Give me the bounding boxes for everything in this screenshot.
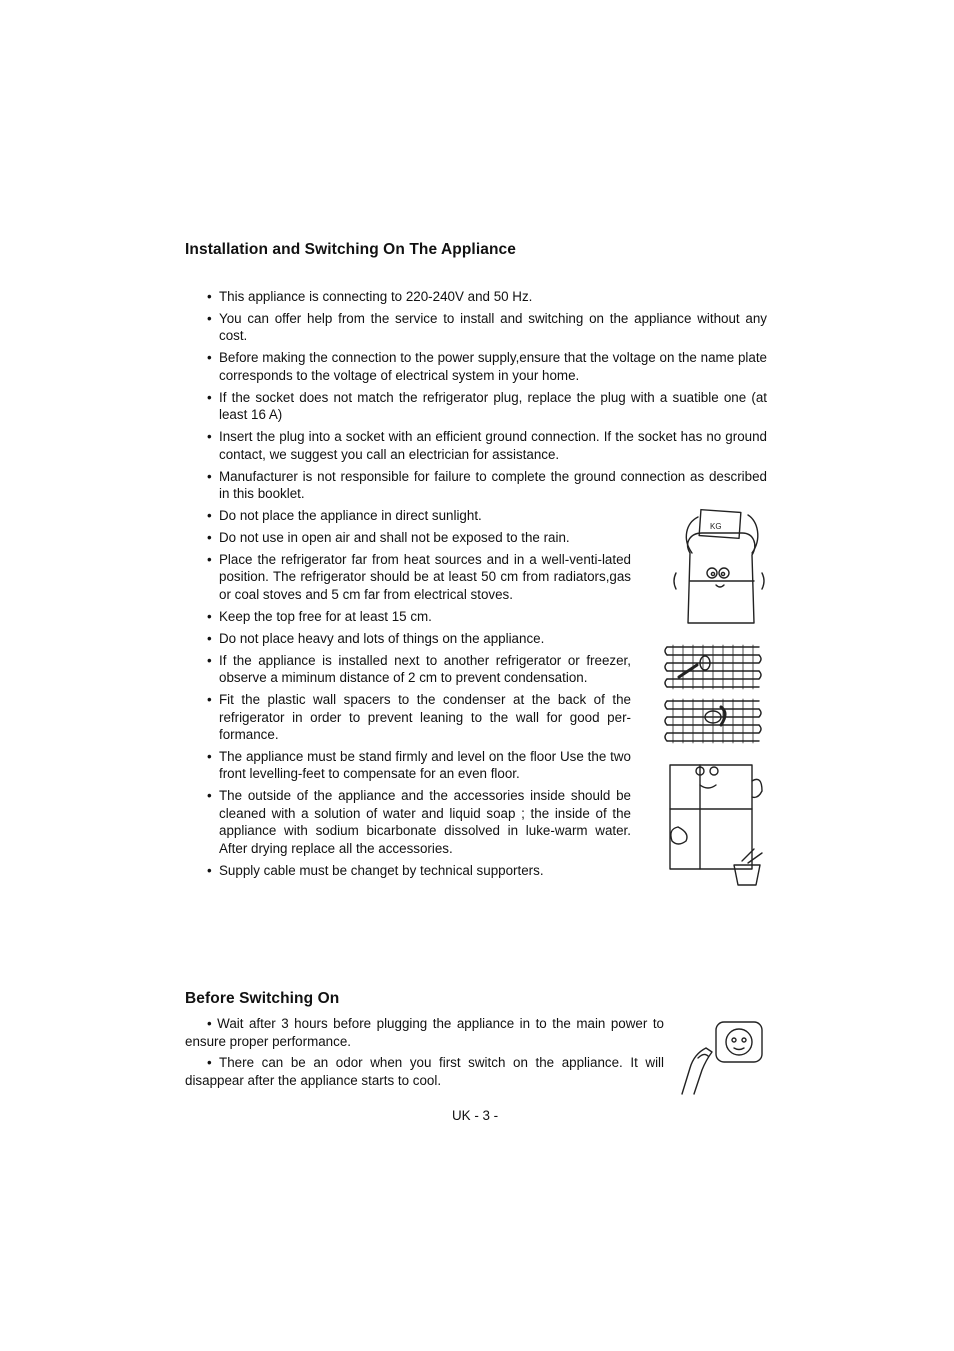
- bullet-item: • Before making the connection to the power supply,ensure that the voltage on the name plate corresponds to the voltage of electrical system in your home.: [207, 349, 767, 384]
- bullet-item: • Do not place heavy and lots of things on the appliance.: [207, 630, 631, 647]
- bullet-item: • Manufacturer is not responsible for failure to complete the ground connection as described in this booklet.: [207, 468, 767, 503]
- fridge-carrying-box-illustration: [668, 503, 768, 631]
- bullet-item: • Fit the plastic wall spacers to the condenser at the back of the refrigerator in order to prevent leaning to the wall for good per-formance.: [207, 691, 631, 743]
- bullet-item: • Insert the plug into a socket with an efficient ground connection. If the socket has no ground contact, we suggest you call an electrician for assistance.: [207, 428, 767, 463]
- bullet-item: • If the socket does not match the refrigerator plug, replace the plug with a suatible one (at least 16 A): [207, 389, 767, 424]
- bullet-item: • If the appliance is installed next to another refrigerator or freezer, observe a miminum distance of 2 cm to prevent condensation.: [207, 652, 631, 687]
- condenser-spacer-rotate-illustration: [663, 695, 763, 745]
- svg-text:KG: KG: [710, 522, 722, 531]
- bullet-item: • The appliance must be stand firmly and level on the floor Use the two front levelling-feet to compensate for an even floor.: [207, 748, 631, 783]
- page-number: UK - 3 -: [452, 1108, 499, 1123]
- section-title-before-switching-on: Before Switching On: [185, 990, 340, 1007]
- paragraph: • Wait after 3 hours before plugging the appliance in to the main power to ensure proper performance.: [185, 1016, 664, 1049]
- bullet-item: • Supply cable must be changet by technical supporters.: [207, 862, 631, 879]
- hand-plug-socket-illustration: [672, 1018, 768, 1096]
- fridge-cleaning-illustration: [664, 757, 768, 889]
- bullet-item: • Do not use in open air and shall not be exposed to the rain.: [207, 529, 631, 546]
- before-switching-on-text: [185, 1015, 664, 1093]
- bullet-item: • Place the refrigerator far from heat sources and in a well-venti-lated position. The refrigerator should be at least 50 cm from radiators,gas or coal stoves and 5 cm far from electrical stoves.: [207, 551, 631, 603]
- condenser-spacer-illustration: [663, 641, 763, 691]
- section-title-installation: Installation and Switching On The Appliance: [185, 241, 516, 258]
- paragraph: • There can be an odor when you first switch on the appliance. It will disappear after the appliance starts to cool.: [185, 1054, 664, 1088]
- bullet-item: • You can offer help from the service to install and switching on the appliance without any cost.: [207, 310, 767, 345]
- bullet-item: • Do not place the appliance in direct sunlight.: [207, 507, 631, 524]
- bullet-item: • The outside of the appliance and the accessories inside should be cleaned with a solution of water and liquid soap ; the inside of the appliance with sodium bicarbonate dissolved in luke-warm water. After drying replace all the accessories.: [207, 787, 631, 857]
- bullet-item: • This appliance is connecting to 220-240V and 50 Hz.: [207, 288, 767, 305]
- bullet-item: • Keep the top free for at least 15 cm.: [207, 608, 631, 625]
